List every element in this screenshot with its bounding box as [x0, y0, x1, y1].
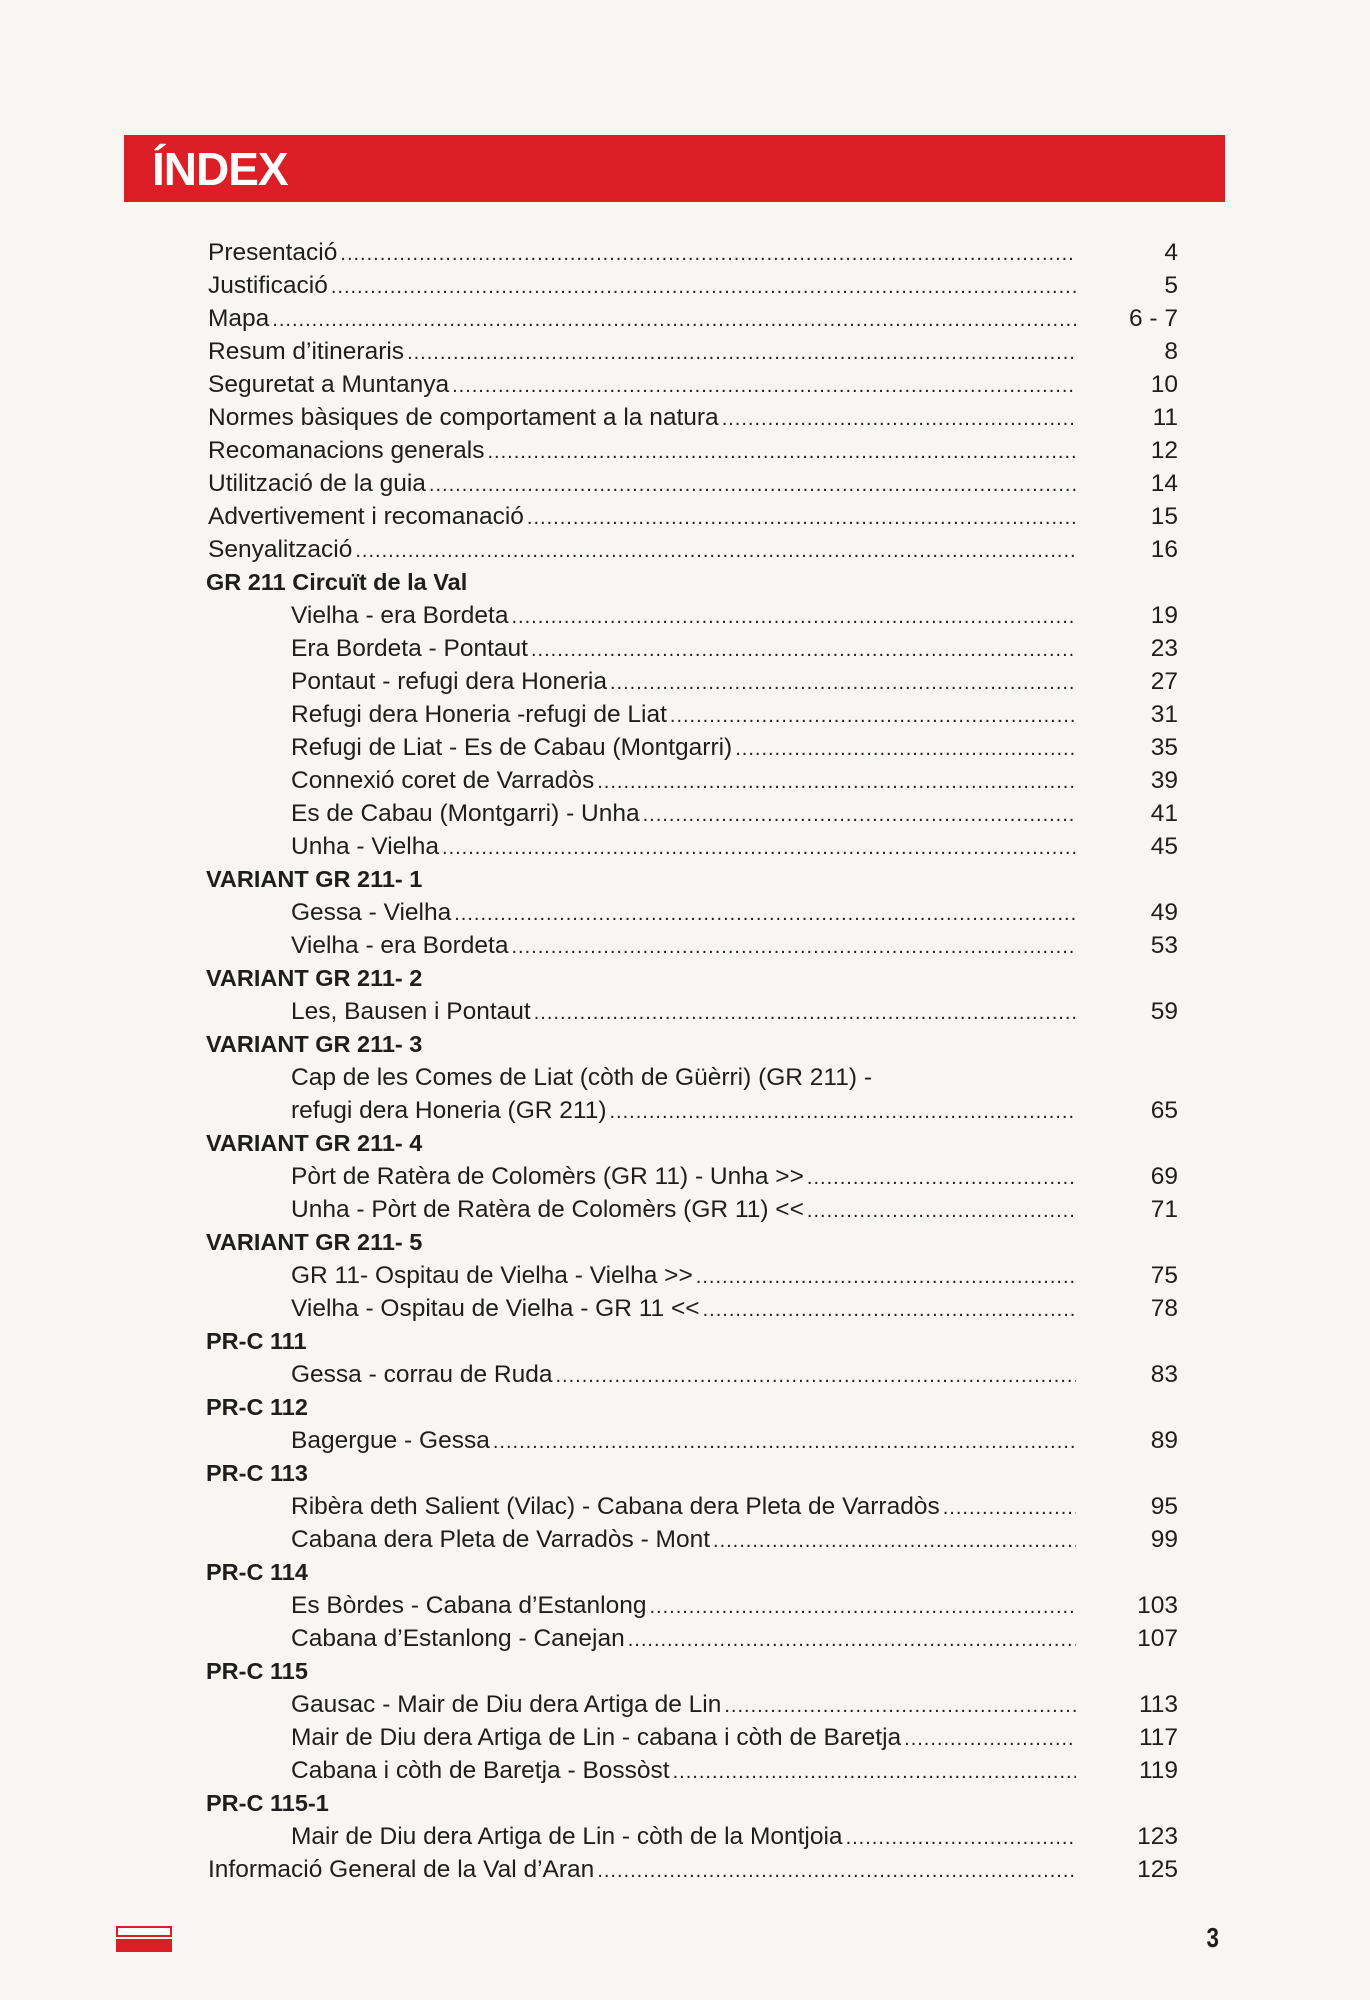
- toc-page-number: 78: [1150, 1295, 1178, 1322]
- toc-entry[interactable]: [291, 1820, 1076, 1855]
- toc-entry-title: Vielha - Ospitau de Vielha - GR 11 <<: [291, 1295, 700, 1322]
- index-banner: [124, 135, 1225, 202]
- toc-row: [0, 566, 1370, 599]
- toc-entry-title: Vielha - era Bordeta: [291, 932, 509, 959]
- toc-row: [0, 1787, 1370, 1820]
- dot-leader: [355, 535, 1076, 568]
- toc-entry[interactable]: [291, 797, 1076, 832]
- toc-entry[interactable]: [208, 269, 1076, 304]
- dot-leader: [527, 502, 1076, 535]
- toc-entry-title: Recomanacions generals: [208, 437, 485, 464]
- dot-leader: [649, 1591, 1076, 1624]
- dot-leader: [534, 997, 1076, 1030]
- toc-row: [0, 1523, 1370, 1556]
- toc-entry-title: Mapa: [208, 305, 270, 332]
- toc-row: [0, 1259, 1370, 1292]
- toc-row: [0, 401, 1370, 434]
- toc-row: [0, 995, 1370, 1028]
- toc-page-number: 103: [1137, 1592, 1178, 1619]
- toc-page-number: 12: [1150, 437, 1178, 464]
- toc-entry[interactable]: [291, 632, 1076, 667]
- toc-page-number: 83: [1150, 1361, 1178, 1388]
- dot-leader: [597, 766, 1076, 799]
- toc-row: [0, 1358, 1370, 1391]
- toc-row: [0, 1226, 1370, 1259]
- toc-section-heading: GR 211 Circuït de la Val: [206, 569, 468, 595]
- toc-entry-title: Gessa - Vielha: [291, 899, 452, 926]
- toc-row: [0, 1127, 1370, 1160]
- toc-entry[interactable]: [208, 335, 1076, 370]
- toc-row: [0, 1391, 1370, 1424]
- toc-row: [0, 830, 1370, 863]
- toc-page-number: 53: [1150, 932, 1178, 959]
- toc-entry-title: Pontaut - refugi dera Honeria: [291, 668, 607, 695]
- dot-leader: [696, 1261, 1076, 1294]
- toc-entry-title: Es Bòrdes - Cabana d’Estanlong: [291, 1592, 647, 1619]
- toc-entry-title: Ribèra deth Salient (Vilac) - Cabana dera Pleta de Varradòs: [291, 1493, 940, 1520]
- dot-leader: [904, 1723, 1076, 1756]
- toc-entry-title: Cap de les Comes de Liat (còth de Güèrri) (GR 211) -: [291, 1064, 872, 1091]
- toc-entry-title: Justificació: [208, 272, 328, 299]
- toc-row: [0, 1193, 1370, 1226]
- toc-entry[interactable]: [291, 1523, 1076, 1558]
- toc-entry[interactable]: [291, 698, 1076, 733]
- toc-entry-title: Cabana i còth de Baretja - Bossòst: [291, 1757, 670, 1784]
- dot-leader: [429, 469, 1076, 502]
- dot-leader: [597, 1855, 1076, 1888]
- toc-page-number: 6 - 7: [1128, 305, 1178, 332]
- toc-page-number: 125: [1137, 1856, 1178, 1883]
- toc-entry[interactable]: [291, 1358, 1076, 1393]
- toc-row: [0, 929, 1370, 962]
- toc-section-heading: PR-C 114: [206, 1559, 308, 1585]
- toc-section-heading: PR-C 115: [206, 1658, 308, 1684]
- dot-leader: [272, 304, 1076, 337]
- toc-entry[interactable]: [291, 1160, 1076, 1195]
- toc-section-heading: VARIANT GR 211- 4: [206, 1130, 423, 1156]
- flag-icon: [116, 1926, 172, 1952]
- toc-entry-title: Resum d’itineraris: [208, 338, 405, 365]
- toc-page-number: 11: [1152, 404, 1178, 431]
- toc-page-number: 99: [1150, 1526, 1178, 1553]
- toc-entry[interactable]: [291, 1589, 1076, 1624]
- dot-leader: [555, 1360, 1076, 1393]
- page-title: ÍNDEX: [152, 143, 288, 195]
- dot-leader: [452, 370, 1076, 403]
- toc-section-heading: VARIANT GR 211- 1: [206, 866, 423, 892]
- toc-entry[interactable]: [208, 236, 1076, 271]
- toc-page-number: 14: [1150, 470, 1178, 497]
- toc-row: [0, 632, 1370, 665]
- dot-leader: [724, 1690, 1076, 1723]
- toc-row: [0, 1292, 1370, 1325]
- dot-leader: [407, 337, 1076, 370]
- toc-row: [0, 434, 1370, 467]
- toc-page-number: 5: [1164, 272, 1178, 299]
- toc-row: [0, 764, 1370, 797]
- toc-entry-title: Bagergue - Gessa: [291, 1427, 490, 1454]
- toc-row: [0, 269, 1370, 302]
- dot-leader: [340, 238, 1076, 271]
- toc-entry[interactable]: [291, 1061, 1076, 1127]
- toc-entry[interactable]: [291, 929, 1076, 964]
- toc-entry[interactable]: [291, 1721, 1076, 1756]
- toc-page-number: 119: [1138, 1757, 1178, 1784]
- toc-row: [0, 1160, 1370, 1193]
- toc-page-number: 45: [1150, 833, 1178, 860]
- toc-row: [0, 797, 1370, 830]
- toc-entry-title: Era Bordeta - Pontaut: [291, 635, 528, 662]
- toc-page-number: 27: [1150, 668, 1178, 695]
- toc-section-heading: PR-C 112: [206, 1394, 308, 1420]
- toc-entry[interactable]: [291, 995, 1076, 1030]
- toc-entry-title: Es de Cabau (Montgarri) - Unha: [291, 800, 640, 827]
- toc-entry[interactable]: [291, 599, 1076, 634]
- toc-row: [0, 533, 1370, 566]
- toc-row: [0, 467, 1370, 500]
- toc-page-number: 75: [1150, 1262, 1178, 1289]
- toc-entry-title-continued: refugi dera Honeria (GR 211): [291, 1097, 607, 1124]
- toc-entry-title: Unha - Pòrt de Ratèra de Colomèrs (GR 11) <<: [291, 1196, 804, 1223]
- toc-entry[interactable]: [291, 1292, 1076, 1327]
- toc-entry[interactable]: [208, 533, 1076, 568]
- toc-entry-title: Advertivement i recomanació: [208, 503, 524, 530]
- toc-section-heading: VARIANT GR 211- 3: [206, 1031, 423, 1057]
- toc-page-number: 95: [1150, 1493, 1178, 1520]
- dot-leader: [609, 1096, 1076, 1127]
- dot-leader: [511, 601, 1076, 634]
- toc-row: [0, 1589, 1370, 1622]
- dot-leader: [531, 634, 1076, 667]
- dot-leader: [643, 799, 1076, 832]
- toc-entry-title: Refugi dera Honeria -refugi de Liat: [291, 701, 667, 728]
- toc-row: [0, 863, 1370, 896]
- toc-page-number: 69: [1150, 1163, 1178, 1190]
- toc-page-number: 49: [1150, 899, 1178, 926]
- toc-entry[interactable]: [291, 1259, 1076, 1294]
- toc-entry-title: Gausac - Mair de Diu dera Artiga de Lin: [291, 1691, 722, 1718]
- dot-leader: [442, 832, 1076, 865]
- dot-leader: [735, 733, 1076, 766]
- toc-entry-title: Mair de Diu dera Artiga de Lin - còth de la Montjoia: [291, 1823, 843, 1850]
- toc-entry[interactable]: [291, 731, 1076, 766]
- toc-entry-title: Connexió coret de Varradòs: [291, 767, 595, 794]
- toc-entry[interactable]: [208, 368, 1076, 403]
- dot-leader: [628, 1624, 1076, 1657]
- toc-entry[interactable]: [208, 434, 1076, 469]
- dot-leader: [722, 403, 1076, 436]
- toc-entry[interactable]: [291, 1622, 1076, 1657]
- toc-row: [0, 1457, 1370, 1490]
- toc-entry-title: Cabana d’Estanlong - Canejan: [291, 1625, 625, 1652]
- dot-leader: [331, 271, 1076, 304]
- toc-row: [0, 1820, 1370, 1853]
- dot-leader: [673, 1756, 1076, 1789]
- toc-row: [0, 1325, 1370, 1358]
- toc-entry-title: Informació General de la Val d’Aran: [208, 1856, 595, 1883]
- dot-leader: [943, 1492, 1076, 1525]
- toc-page-number: 4: [1164, 239, 1178, 266]
- toc-row: [0, 1754, 1370, 1787]
- toc-entry-title: Senyalització: [208, 536, 353, 563]
- toc-row: [0, 896, 1370, 929]
- toc-page-number: 107: [1137, 1625, 1178, 1652]
- toc-entry[interactable]: [291, 1754, 1076, 1789]
- toc-page-number: 71: [1150, 1196, 1178, 1223]
- dot-leader: [670, 700, 1076, 733]
- toc-entry-title: Mair de Diu dera Artiga de Lin - cabana i còth de Baretja: [291, 1724, 902, 1751]
- toc-section-heading: PR-C 115-1: [206, 1790, 329, 1816]
- toc-entry[interactable]: [291, 896, 1076, 931]
- toc-entry[interactable]: [208, 500, 1076, 535]
- dot-leader: [703, 1294, 1076, 1327]
- toc-page-number: 39: [1150, 767, 1178, 794]
- toc-entry-title: Pòrt de Ratèra de Colomèrs (GR 11) - Unha >>: [291, 1163, 804, 1190]
- toc-entry-title: Normes bàsiques de comportament a la natura: [208, 404, 719, 431]
- toc-page-number: 8: [1164, 338, 1178, 365]
- toc-row: [0, 731, 1370, 764]
- toc-page-number: 23: [1150, 635, 1178, 662]
- toc-page-number: 16: [1150, 536, 1178, 563]
- dot-leader: [493, 1426, 1076, 1459]
- toc-row: [0, 1721, 1370, 1754]
- toc-row: [0, 1424, 1370, 1457]
- toc-section-heading: VARIANT GR 211- 2: [206, 965, 423, 991]
- toc-entry-title: Gessa - corrau de Ruda: [291, 1361, 553, 1388]
- toc-page-number: 65: [1150, 1097, 1178, 1124]
- dot-leader: [454, 898, 1076, 931]
- toc-row: [0, 1028, 1370, 1061]
- toc-row: [0, 1556, 1370, 1589]
- toc-entry[interactable]: [291, 1424, 1076, 1459]
- toc-row: [0, 1688, 1370, 1721]
- toc-row: [0, 302, 1370, 335]
- toc-row: [0, 368, 1370, 401]
- toc-page-number: 89: [1150, 1427, 1178, 1454]
- toc-entry-title: Vielha - era Bordeta: [291, 602, 509, 629]
- toc-page-number: 15: [1150, 503, 1178, 530]
- dot-leader: [807, 1162, 1076, 1195]
- toc-row: [0, 500, 1370, 533]
- toc-entry[interactable]: [291, 1490, 1076, 1525]
- toc-page-number: 10: [1150, 371, 1178, 398]
- table-of-contents: [0, 236, 1370, 1886]
- toc-row: [0, 599, 1370, 632]
- toc-entry[interactable]: [208, 401, 1076, 436]
- toc-entry-title: Les, Bausen i Pontaut: [291, 998, 531, 1025]
- toc-row: [0, 236, 1370, 269]
- dot-leader: [846, 1822, 1076, 1855]
- toc-section-heading: PR-C 113: [206, 1460, 308, 1486]
- dot-leader: [511, 931, 1076, 964]
- dot-leader: [610, 667, 1076, 700]
- toc-entry-title: Presentació: [208, 239, 338, 266]
- toc-entry[interactable]: [291, 665, 1076, 700]
- toc-page-number: 59: [1150, 998, 1178, 1025]
- toc-entry[interactable]: [291, 1193, 1076, 1228]
- toc-entry-title: Unha - Vielha: [291, 833, 440, 860]
- toc-page-number: 19: [1150, 602, 1178, 629]
- toc-page-number: 123: [1137, 1823, 1178, 1850]
- toc-section-heading: VARIANT GR 211- 5: [206, 1229, 423, 1255]
- toc-page-number: 117: [1138, 1724, 1178, 1751]
- toc-row: [0, 335, 1370, 368]
- toc-entry[interactable]: [208, 1853, 1076, 1888]
- toc-entry-title: Cabana dera Pleta de Varradòs - Mont: [291, 1526, 711, 1553]
- toc-section-heading: PR-C 111: [206, 1328, 307, 1354]
- toc-row: [0, 665, 1370, 698]
- toc-row: [0, 1655, 1370, 1688]
- toc-row: [0, 1622, 1370, 1655]
- toc-entry[interactable]: [208, 302, 1076, 337]
- page-number: 3: [1206, 1922, 1220, 1953]
- toc-entry[interactable]: [291, 1688, 1076, 1723]
- toc-row: [0, 1061, 1370, 1127]
- toc-page-number: 31: [1150, 701, 1178, 728]
- toc-entry-title: Refugi de Liat - Es de Cabau (Montgarri): [291, 734, 733, 761]
- dot-leader: [807, 1195, 1076, 1228]
- toc-row: [0, 1853, 1370, 1886]
- dot-leader: [713, 1525, 1076, 1558]
- toc-entry-title: Seguretat a Muntanya: [208, 371, 450, 398]
- toc-row: [0, 698, 1370, 731]
- toc-row: [0, 1490, 1370, 1523]
- toc-entry[interactable]: [291, 764, 1076, 799]
- toc-entry[interactable]: [291, 830, 1076, 865]
- dot-leader: [487, 436, 1076, 469]
- toc-page-number: 113: [1138, 1691, 1178, 1718]
- toc-entry-title: GR 11- Ospitau de Vielha - Vielha >>: [291, 1262, 693, 1289]
- toc-entry-title: Utilització de la guia: [208, 470, 426, 497]
- toc-row: [0, 962, 1370, 995]
- toc-entry[interactable]: [208, 467, 1076, 502]
- toc-page-number: 41: [1150, 800, 1178, 827]
- toc-page-number: 35: [1150, 734, 1178, 761]
